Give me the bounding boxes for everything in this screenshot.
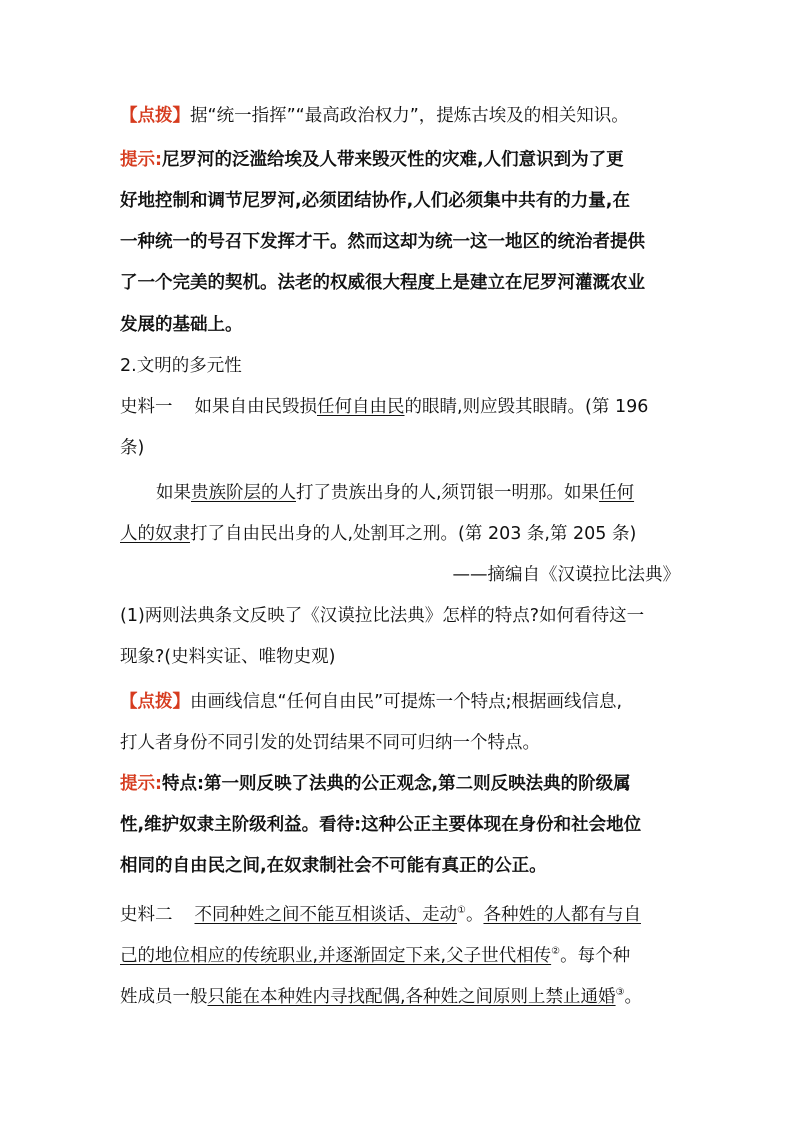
underlined-text: 任何	[599, 483, 635, 503]
answer-text: 一种统一的号召下发挥才干。然而这却为统一这一地区的统治者提供	[120, 232, 645, 252]
answer-line: 相同的自由民之间,在奴隶制社会不可能有真正的公正。	[120, 856, 547, 876]
answer-line	[120, 772, 631, 796]
hint-paragraph-1	[120, 104, 629, 128]
source-2-line	[120, 899, 641, 927]
underlined-text: 人的奴隶	[120, 524, 190, 544]
source-label: 史料一	[120, 397, 173, 417]
underlined-text: 己的地位相应的传统职业,并逐渐固定下来,父子世代相传	[120, 945, 552, 966]
source-1-line	[120, 436, 144, 460]
footnote-marker: ②	[551, 946, 561, 957]
hint-text: 由画线信息“任何自由民”可提炼一个特点;根据画线信息,	[190, 692, 623, 712]
answer-line	[120, 189, 630, 213]
source-text: 打了自由民出身的人,处割耳之刑。(第 203 条,第 205 条)	[190, 524, 637, 544]
source-1-line	[120, 395, 648, 419]
source-label: 史料二	[120, 904, 173, 925]
hint-tag: 【点拨】	[120, 106, 190, 126]
hint-text: 据“统一指挥”“最高政治权力”，提炼古埃及的相关知识。	[190, 106, 629, 126]
source-text: 。每个种	[560, 945, 631, 966]
answer-text: 发展的基础上。	[120, 315, 243, 335]
answer-line	[120, 230, 645, 254]
source-citation: ——摘编自《汉谟拉比法典》	[452, 565, 680, 585]
answer-text: 特点:第一则反映了法典的公正观念,第二则反映法典的阶级属	[162, 774, 631, 794]
answer-line	[120, 313, 243, 337]
question-line: 现象?(史料实证、唯物史观)	[120, 647, 336, 667]
underlined-text: 只能在本种姓内寻找配偶,各种姓之间原则上禁止通婚	[207, 986, 616, 1007]
question-line: (1)两则法典条文反映了《汉谟拉比法典》怎样的特点?如何看待这一	[120, 606, 645, 626]
underlined-text: 贵族阶层的人	[191, 483, 296, 503]
answer-tag: 提示:	[120, 774, 162, 794]
underlined-text: 任何自由民	[317, 397, 405, 417]
hint-paragraph-2	[120, 690, 622, 714]
answer-line: 性,维护奴隶主阶级利益。看待:这种公正主要体现在身份和社会地位	[120, 815, 642, 835]
answer-text: 尼罗河的泛滥给埃及人带来毁灭性的灾难,人们意识到为了更	[162, 150, 624, 170]
hint-tag: 【点拨】	[120, 692, 190, 712]
answer-tag: 提示:	[120, 150, 162, 170]
source-text: 条)	[120, 438, 145, 458]
answer-line	[120, 271, 645, 295]
source-text: 打了贵族出身的人,须罚银一明那。如果	[296, 483, 600, 503]
source-1b-line	[120, 522, 636, 546]
section-title: 2.文明的多元性	[120, 356, 242, 376]
hint-paragraph-2: 打人者身份不同引发的处罚结果不同可归纳一个特点。	[120, 733, 540, 753]
answer-text: 好地控制和调节尼罗河,必须团结协作,人们必须集中共有的力量,在	[120, 191, 630, 211]
answer-text: 了一个完美的契机。法老的权威很大程度上是建立在尼罗河灌溉农业	[120, 273, 645, 293]
underlined-text: 不同种姓之间不能互相谈话、走动	[194, 904, 457, 925]
source-1b-line	[156, 481, 634, 505]
source-text: 如果自由民毁损	[194, 397, 317, 417]
underlined-text: 各种姓的人都有与自	[483, 904, 641, 925]
source-2-line	[120, 981, 642, 1009]
source-text: 。	[624, 986, 643, 1007]
source-text: 的眼睛,则应毁其眼睛。(第 196	[404, 397, 649, 417]
footnote-marker: ③	[615, 987, 625, 998]
answer-line	[120, 148, 624, 172]
footnote-marker: ①	[457, 905, 466, 916]
source-text: 。	[465, 904, 484, 925]
source-text: 如果	[156, 483, 191, 503]
source-text: 姓成员一般	[120, 986, 208, 1007]
source-2-line	[120, 940, 630, 968]
